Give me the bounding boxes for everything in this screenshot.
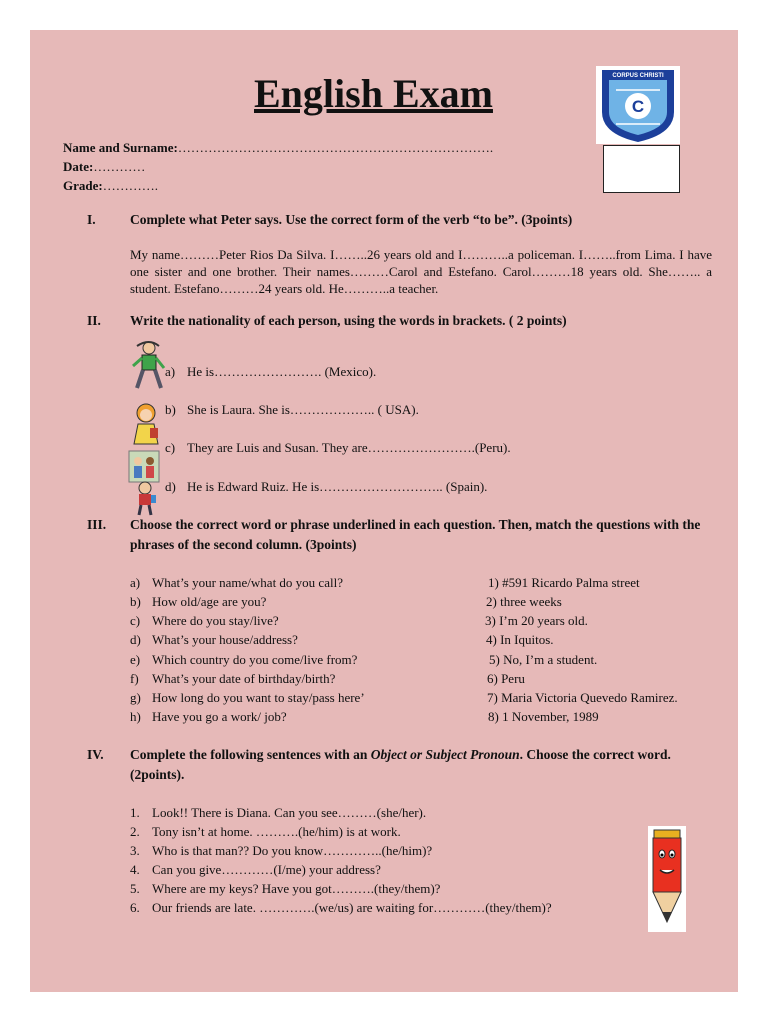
section-4-number: IV. xyxy=(87,747,104,762)
boy-figure-icon xyxy=(131,480,161,516)
section-2-instruction: Write the nationality of each person, using the words in brackets. ( 2 points) xyxy=(130,313,567,328)
pencil-character-icon xyxy=(648,826,686,932)
list-item: b) She is Laura. She is……………….. ( USA). xyxy=(165,402,419,417)
section-3-number: III. xyxy=(87,517,107,532)
section-3-instruction: Choose the correct word or phrase underlined in each question. Then, match the questions with the phrases of the second column. (3points) xyxy=(130,517,701,552)
section-1-paragraph: My name………Peter Rios Da Silva. I……..26 years old and I………..a policeman. I……..from Lima. I have one sister and one brother. Their names………Carol and Estefano. Carol………18 years old. She…….. a student. Estefano………24 years old. He………..a teacher. xyxy=(130,247,712,296)
logo-text: CORPUS CHRISTI xyxy=(612,73,664,79)
list-item: 1. Look!! There is Diana. Can you see………(she/her). xyxy=(130,805,427,820)
answer-item: 4) In Iquitos. xyxy=(486,632,554,647)
section-2-number: II. xyxy=(87,313,101,328)
shield-icon xyxy=(596,66,680,144)
table-row: b) How old/age are you? xyxy=(130,594,267,609)
list-item: d) He is Edward Ruiz. He is……………………….. (Spain). xyxy=(165,479,488,494)
girl-figure-icon xyxy=(130,402,164,450)
table-row: c) Where do you stay/live? xyxy=(130,613,279,628)
answer-item: 6) Peru xyxy=(487,671,525,686)
table-row: a) What’s your name/what do you call? xyxy=(130,575,343,590)
list-item: 4. Can you give…………(I/me) your address? xyxy=(130,862,381,877)
answer-item: 1) #591 Ricardo Palma street xyxy=(488,575,640,590)
page-title: English Exam xyxy=(254,71,493,116)
list-item: 6. Our friends are late. ………….(we/us) are waiting for…………(they/them)? xyxy=(130,900,552,915)
answer-item: 2) three weeks xyxy=(486,594,562,609)
section-4-instruction: Complete the following sentences with an Object or Subject Pronoun. Choose the correct word. (2points). xyxy=(130,747,671,782)
list-item: a) He is……………………. (Mexico). xyxy=(165,364,377,379)
date-field[interactable]: ………… xyxy=(93,159,146,174)
answer-item: 5) No, I’m a student. xyxy=(489,652,598,667)
name-line: Name and Surname:………………………………………………………………. xyxy=(63,140,494,155)
section-1-number: I. xyxy=(87,212,96,227)
grade-line: Grade:…………. xyxy=(63,178,158,193)
table-row: e) Which country do you come/live from? xyxy=(130,652,358,667)
list-item: 5. Where are my keys? Have you got……….(they/them)? xyxy=(130,881,441,896)
answer-item: 3) I’m 20 years old. xyxy=(485,613,588,628)
table-row: h) Have you go a work/ job? xyxy=(130,709,287,724)
answer-item: 7) Maria Victoria Quevedo Ramirez. xyxy=(487,690,678,705)
answer-item: 8) 1 November, 1989 xyxy=(488,709,599,724)
exam-page xyxy=(30,30,738,992)
man-figure-icon xyxy=(129,340,169,392)
list-item: 2. Tony isn’t at home. ……….(he/him) is at work. xyxy=(130,824,401,839)
table-row: d) What’s your house/address? xyxy=(130,632,298,647)
date-line: Date:………… xyxy=(63,159,146,174)
name-field[interactable]: ………………………………………………………………. xyxy=(177,140,494,155)
score-box[interactable] xyxy=(603,145,680,193)
list-item: 3. Who is that man?? Do you know…………..(he/him)? xyxy=(130,843,433,858)
couple-figure-icon xyxy=(128,450,160,484)
section-1-instruction: Complete what Peter says. Use the correct form of the verb “to be”. (3points) xyxy=(130,212,573,227)
grade-field[interactable]: …………. xyxy=(102,178,158,193)
list-item: c) They are Luis and Susan. They are…………………….(Peru). xyxy=(165,440,511,455)
table-row: g) How long do you want to stay/pass here’ xyxy=(130,690,365,705)
school-logo xyxy=(596,66,680,144)
table-row: f) What’s your date of birthday/birth? xyxy=(130,671,336,686)
svg-text:C: C xyxy=(631,97,645,116)
